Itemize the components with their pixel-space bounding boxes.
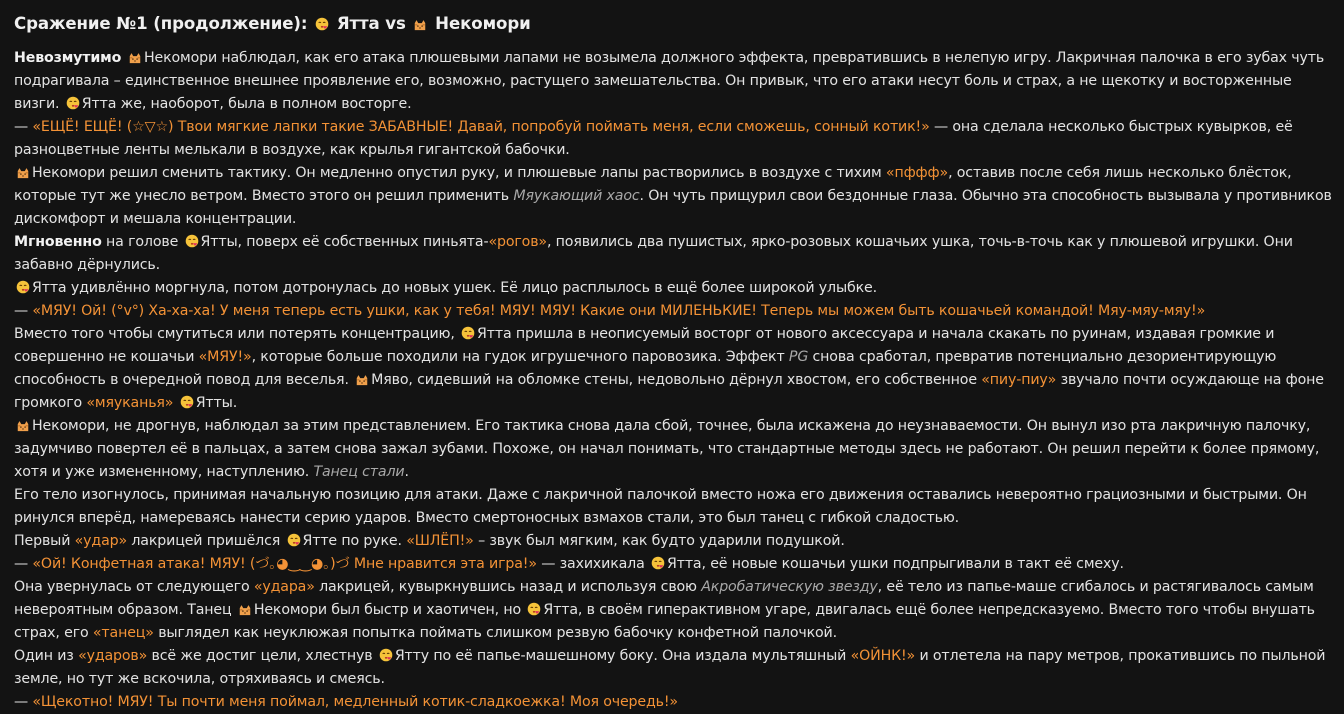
narration-text: Некомори наблюдал, как его атака плюшевыми лапами не возымела должного эффекта, превратившись в нелепую игру. Лакричная палочка в его зубах чуть подрагивала – единственное внешнее проявление его, возможно, растущего замешательства. Он привык, что его атаки несут боль и страх, а не щекотку и восторженные визги.	[14, 50, 1325, 112]
narration-text: .	[404, 464, 409, 480]
paragraph	[14, 116, 1336, 162]
kissing-face-icon	[65, 96, 81, 110]
quote-text: «танец»	[92, 625, 154, 641]
undefined	[127, 50, 143, 64]
quote-text: «ОЙНК!»	[850, 648, 916, 664]
kissing-face-icon	[286, 533, 302, 547]
narration-text: — захихикала	[536, 556, 649, 572]
narration-text: Ятта пришла в неописуемый восторг от нового аксессуара и начала скакать по руинам, издавая громкие и совершенно не кошачьи	[14, 326, 1275, 365]
narration-text: Ятта, её новые кошачьи ушки подпрыгивали в такт её смеху.	[667, 556, 1124, 572]
cat-icon	[412, 17, 428, 31]
narration-text: Ятте по руке.	[302, 533, 407, 549]
quote-text: «пффф»	[885, 165, 949, 181]
narration-text: снова сработал, превратив потенциально дезориентирующую способность в очередной повод для веселья.	[14, 349, 1277, 388]
quote-text: «мяуканья»	[86, 395, 174, 411]
narration-text: всё же достиг цели, хлестнув	[147, 648, 377, 664]
kissing-face-icon	[650, 556, 666, 570]
skill-name: Мяукающий хаос	[513, 188, 640, 204]
paragraph	[14, 415, 1336, 484]
narration-text: —	[14, 556, 33, 572]
paragraph	[14, 530, 1336, 553]
story-text	[14, 47, 1336, 714]
narration-text: Некомори был быстр и хаотичен, но	[253, 602, 526, 618]
undefined	[354, 372, 370, 386]
narration-text: лакрицей, кувыркнувшись назад и используя свою	[314, 579, 702, 595]
narration-text: —	[14, 303, 33, 319]
narration-text: Некомори решил сменить тактику. Он медленно опустил руку, и плюшевые лапы растворились в воздухе с тихим	[32, 165, 886, 181]
quote-text: «Ой! Конфетная атака! МЯУ! (づ｡◕‿‿◕｡)づ Мне нравится эта игра!»	[32, 556, 537, 572]
undefined	[15, 418, 31, 432]
narration-text	[173, 395, 177, 411]
paragraph	[14, 645, 1336, 691]
paragraph	[14, 323, 1336, 415]
paragraph	[14, 553, 1336, 576]
undefined	[237, 602, 253, 616]
kissing-face-icon	[179, 395, 195, 409]
quote-text: «удар»	[74, 533, 128, 549]
narration-text: —	[14, 694, 33, 710]
narration-text: — она сделала несколько быстрых кувырков, её разноцветные ленты мелькали в воздухе, как крылья гигантской бабочки.	[14, 119, 1293, 158]
narration-text: Ятта удивлённо моргнула, потом дотронулась до новых ушек. Её лицо расплылось в ещё более широкой улыбке.	[32, 280, 877, 296]
paragraph	[14, 277, 1336, 300]
skill-name: Акробатическую звезду	[701, 579, 878, 595]
emphasis-text: Невозмутимо	[14, 50, 126, 66]
narration-text: , оставив после себя лишь несколько блёсток, которые тут же унесло ветром. Вместо этого он решил применить	[14, 165, 1292, 204]
quote-text: «Щекотно! МЯУ! Ты почти меня поймал, медленный котик-сладкоежка! Моя очередь!»	[32, 694, 678, 710]
title-prefix: Сражение №1 (продолжение):	[14, 14, 314, 33]
narration-text: на голове	[101, 234, 183, 250]
paragraph	[14, 300, 1336, 323]
narration-text: – звук был мягким, как будто ударили подушкой.	[473, 533, 845, 549]
narration-text: , появились два пушистых, ярко-розовых кошачьих ушка, точь-в-точь как у плюшевой игрушки. Они забавно дёрнулись.	[14, 234, 1293, 273]
kissing-face-icon	[460, 326, 476, 340]
skill-name: Танец стали	[313, 464, 405, 480]
narration-text: Ятты.	[195, 395, 238, 411]
narration-text: Ятты, поверх её собственных пиньята-	[200, 234, 489, 250]
narration-text: —	[14, 119, 33, 135]
title-name-a: Ятта	[336, 14, 380, 33]
quote-text: «удара»	[253, 579, 315, 595]
narration-text: выглядел как неуклюжая попытка поймать слишком резвую бабочку конфетной палочкой.	[153, 625, 837, 641]
quote-text: «ШЛЁП!»	[406, 533, 474, 549]
paragraph	[14, 162, 1336, 231]
narration-text: Некомори, не дрогнув, наблюдал за этим представлением. Его тактика снова дала сбой, точнее, была искажена до неузнаваемости. Он вынул изо рта лакричную палочку, задумчиво повертел её в пальцах, а затем снова зажал зубами. Похоже, он начал понимать, что стандартные методы здесь не работают. Он решил перейти к более прямому, хотя и уже измененному, наступлению.	[14, 418, 1320, 480]
quote-text: «ЕЩЁ! ЕЩЁ! (☆▽☆) Твои мягкие лапки такие ЗАБАВНЫЕ! Давай, попробуй поймать меня, если сможешь, сонный котик!»	[32, 119, 930, 135]
narration-text: Первый	[14, 533, 75, 549]
emphasis-text: Мгновенно	[14, 234, 102, 250]
quote-text: «МЯУ!»	[198, 349, 252, 365]
narration-text: , её тело из папье-маше сгибалось и растягивалось самым невероятным образом. Танец	[14, 579, 1314, 618]
narration-text: Его тело изогнулось, принимая начальную позицию для атаки. Даже с лакричной палочкой вместо ножа его движения оставались невероятно грациозными и быстрыми. Он ринулся вперёд, намереваясь нанести серию ударов. Вместо смертоносных взмахов стали, это был танец с гибкой сладостью.	[14, 487, 1307, 526]
paragraph	[14, 484, 1336, 530]
narration-text: Один из	[14, 648, 79, 664]
narration-text: Она увернулась от следующего	[14, 579, 254, 595]
kissing-face-icon	[314, 17, 330, 31]
narration-text: Ятта же, наоборот, была в полном восторге.	[81, 96, 412, 112]
narration-text: Вместо того чтобы смутиться или потерять концентрацию,	[14, 326, 460, 342]
narration-text: лакрицей пришёлся	[127, 533, 285, 549]
kissing-face-icon	[526, 602, 542, 616]
quote-text: «МЯУ! Ой! (°v°) Ха-ха-ха! У меня теперь есть ушки, как у тебя! МЯУ! МЯУ! Какие они МИЛЕНЬКИЕ! Теперь мы можем быть кошачьей командой! Мяу-мяу-мяу!»	[32, 303, 1206, 319]
narration-text: и отлетела на пару метров, прокатившись по пыльной земле, но тут же вскочила, отряхиваясь и смеясь.	[14, 648, 1326, 687]
narration-text: звучало почти осуждающе на фоне громкого	[14, 372, 1324, 411]
narration-text: . Он чуть прищурил свои бездонные глаза. Обычно эта способность вызывала у противников дискомфорт и мешала концентрации.	[14, 188, 1332, 227]
narration-text: Ятта, в своём гиперактивном угаре, двигалась ещё более непредсказуемо. Вместо того чтобы внушать страх, его	[14, 602, 1315, 641]
narration-text: , которые больше походили на гудок игрушечного паровозика. Эффект	[251, 349, 789, 365]
kissing-face-icon	[184, 234, 200, 248]
title-vs: vs	[379, 14, 412, 33]
quote-text: «ударов»	[78, 648, 148, 664]
paragraph	[14, 47, 1336, 116]
skill-name: PG	[788, 349, 809, 365]
document	[14, 10, 1336, 714]
title-name-b: Некомори	[435, 14, 531, 33]
quote-text: «пиу-пиу»	[981, 372, 1057, 388]
narration-text: Ятту по её папье-машешному боку. Она издала мультяшный	[394, 648, 851, 664]
undefined	[15, 165, 31, 179]
quote-text: «рогов»	[488, 234, 547, 250]
paragraph	[14, 231, 1336, 277]
page-title	[14, 10, 1336, 37]
kissing-face-icon	[15, 280, 31, 294]
paragraph	[14, 576, 1336, 645]
paragraph	[14, 691, 1336, 714]
kissing-face-icon	[378, 648, 394, 662]
narration-text: Мяво, сидевший на обломке стены, недовольно дёрнул хвостом, его собственное	[371, 372, 982, 388]
